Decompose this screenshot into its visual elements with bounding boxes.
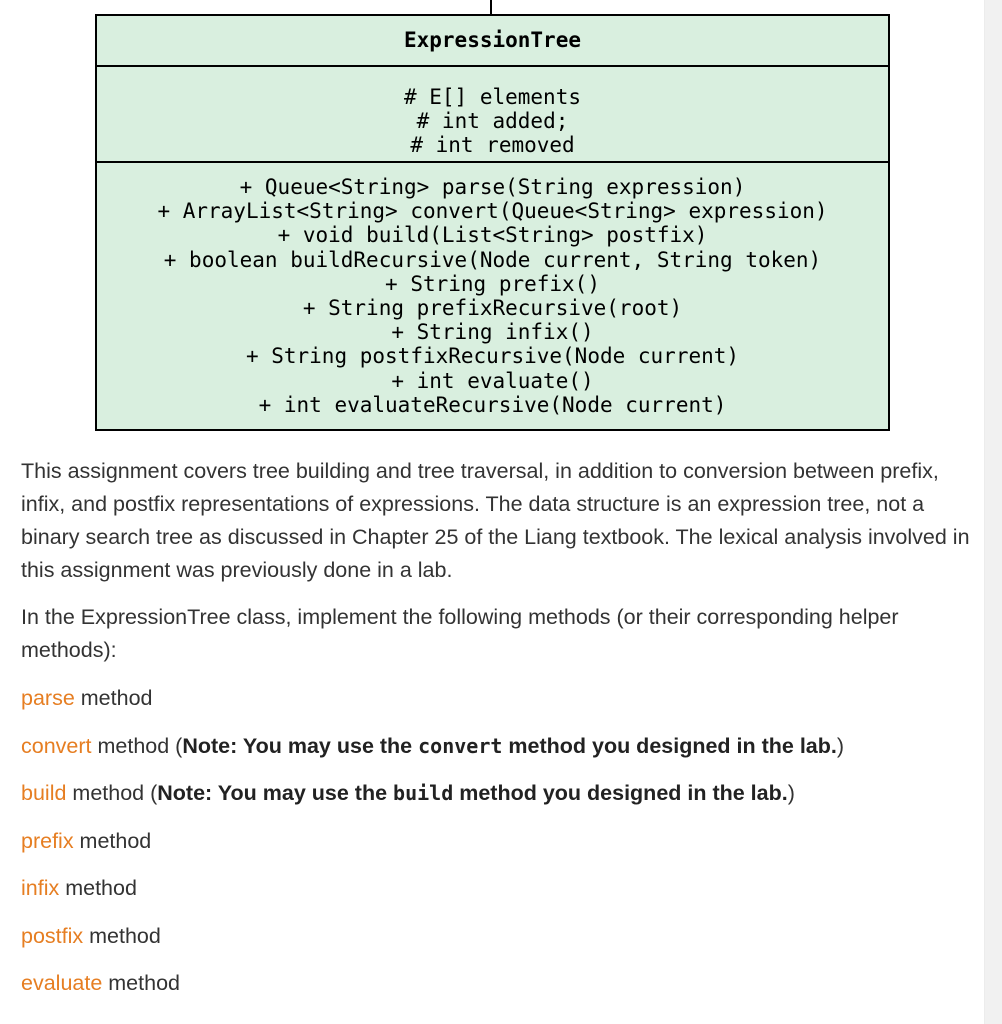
uml-method: + int evaluate()	[391, 368, 594, 393]
method-name-prefix: prefix	[21, 828, 74, 853]
method-name-build: build	[21, 781, 67, 805]
method-suffix: method	[74, 686, 153, 710]
method-suffix: method (	[91, 733, 183, 758]
assignment-content	[21, 455, 971, 1000]
method-suffix: method	[73, 828, 152, 853]
method-name-evaluate: evaluate	[21, 971, 103, 995]
uml-method: + void build(List<String> postfix)	[277, 223, 708, 248]
intro-paragraph: This assignment covers tree building and tree traversal, in addition to conversion between prefix, infix, and postfix representations of expressions. The data structure is an expression tree, not a binary search tree as discussed in Chapter 25 of the Liang textbook. The lexical analysis involved in this assignment was previously done in a lab.	[21, 459, 970, 582]
list-item-parse	[21, 682, 971, 715]
instructions-paragraph: In the ExpressionTree class, implement the following methods (or their corresponding helper methods):	[21, 605, 899, 662]
uml-method: + ArrayList<String> convert(Queue<String> expression)	[157, 199, 828, 224]
uml-methods-section	[97, 163, 888, 429]
note-text: method you designed in the lab.	[453, 781, 788, 805]
list-item-postfix	[21, 920, 971, 953]
note-text: Note: You may use the	[157, 781, 394, 805]
uml-method: + String prefix()	[385, 271, 600, 296]
uml-class-diagram	[95, 14, 890, 431]
method-suffix: method	[102, 971, 180, 995]
uml-method: + String postfixRecursive(Node current)	[245, 344, 740, 369]
method-suffix: method (	[66, 781, 158, 805]
list-item-evaluate	[21, 967, 971, 1000]
list-item-infix	[21, 872, 971, 905]
uml-attribute: # int removed	[410, 133, 575, 157]
uml-connector-line	[490, 0, 492, 15]
method-name-infix: infix	[21, 876, 60, 900]
method-list	[21, 682, 971, 1000]
method-name-parse: parse	[21, 686, 75, 710]
note-close: )	[836, 733, 845, 758]
method-name-postfix: postfix	[21, 923, 84, 948]
uml-attribute: # E[] elements	[403, 85, 581, 109]
method-suffix: method	[83, 923, 161, 948]
uml-attribute: # int added;	[416, 109, 569, 133]
uml-method: + String prefixRecursive(root)	[302, 296, 683, 321]
note-close: )	[787, 781, 795, 805]
note-code: convert	[418, 733, 503, 758]
list-item-build	[21, 777, 971, 810]
method-suffix: method	[59, 876, 137, 900]
note-text: Note: You may use the	[182, 733, 419, 758]
list-item-prefix	[21, 825, 971, 858]
list-item-convert	[21, 730, 971, 763]
method-name-convert: convert	[21, 733, 92, 758]
uml-attributes-section	[97, 67, 888, 163]
uml-method: + boolean buildRecursive(Node current, String token)	[163, 247, 822, 272]
uml-method: + String infix()	[391, 320, 594, 345]
uml-class-name: ExpressionTree	[97, 16, 888, 67]
uml-method: + int evaluateRecursive(Node current)	[258, 392, 727, 417]
note-text: method you designed in the lab.	[502, 733, 837, 758]
vertical-scrollbar[interactable]	[984, 0, 1002, 1024]
uml-method: + Queue<String> parse(String expression)	[239, 175, 746, 199]
note-code: build	[393, 781, 454, 805]
